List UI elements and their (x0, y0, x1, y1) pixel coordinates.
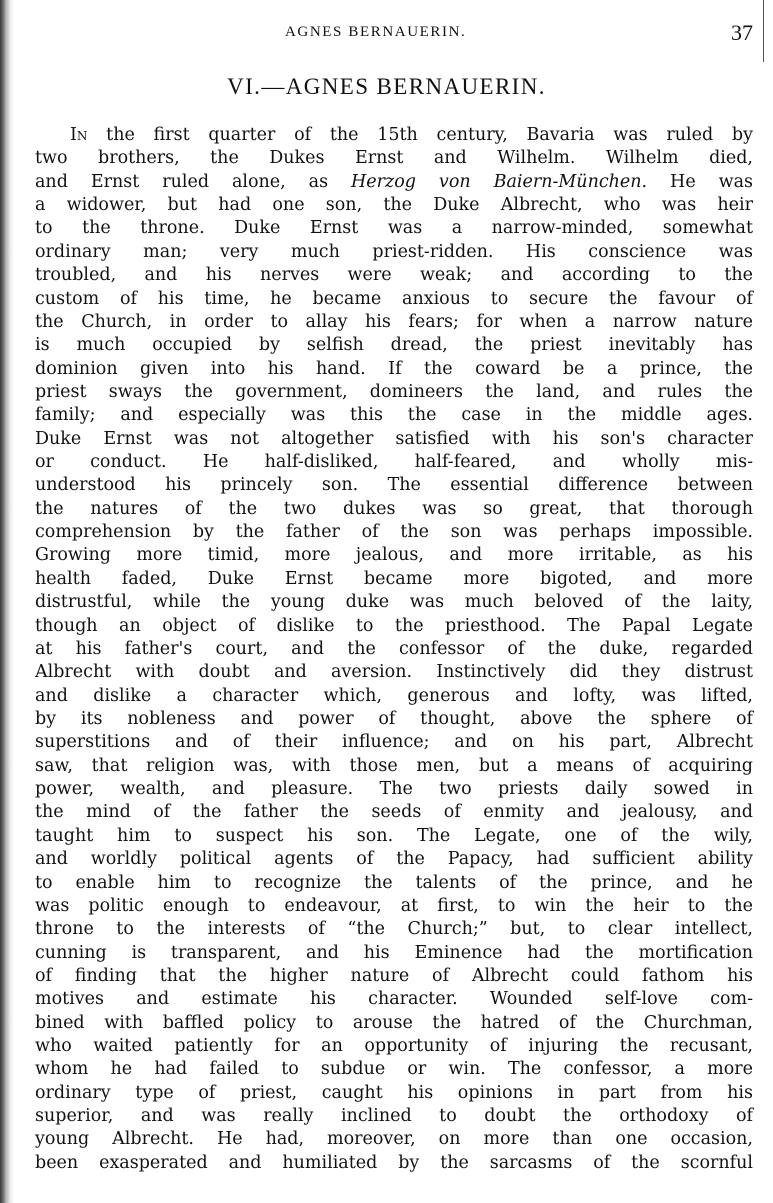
text-line: bined with baffled policy to arouse the hatred of the Churchman, (35, 1012, 753, 1033)
text-line: understood his princely son. The essential difference between (35, 475, 753, 496)
text-line: of finding that the higher nature of Albrecht could fathom his (35, 965, 753, 986)
binding-gutter (0, 0, 14, 1203)
text-line: the natures of the two dukes was so great, that thorough (35, 498, 753, 519)
italic-title: Herzog von Baiern-München. (351, 171, 648, 192)
text-line: is much occupied by selfish dread, the priest inevitably has (35, 335, 753, 356)
text-line: and dislike a character which, generous and lofty, was lifted, (35, 685, 753, 706)
opening-small-caps: In (70, 125, 88, 145)
text-line: superior, and was really inclined to doubt the orthodoxy of (35, 1106, 753, 1127)
text-line: taught him to suspect his son. The Legate, one of the wily, (35, 825, 753, 846)
text-line: Duke Ernst was not altogether satisfied with his son's character (35, 428, 753, 449)
text-line: dominion given into his hand. If the coward be a prince, the (35, 358, 753, 379)
text-line: priest sways the government, domineers the land, and rules the (35, 381, 753, 402)
text-line: motives and estimate his character. Wounded self-love com- (35, 989, 753, 1010)
text-line: superstitions and of their influence; and on his part, Albrecht (35, 732, 753, 753)
text-line: the mind of the father the seeds of enmity and jealousy, and (35, 802, 753, 823)
text-line: comprehension by the father of the son was perhaps impossible. (35, 522, 753, 543)
text-line: cunning is transparent, and his Eminence had the mortification (35, 942, 753, 963)
text-line: two brothers, the Dukes Ernst and Wilhelm. Wilhelm died, (35, 148, 753, 169)
text-line: whom he had failed to subdue or win. The confessor, a more (35, 1059, 753, 1080)
text-line: the Church, in order to allay his fears; for when a narrow nature (35, 311, 753, 332)
page-number: 37 (731, 20, 753, 45)
text-line: ordinary man; very much priest-ridden. His conscience was (35, 241, 753, 262)
text-line: to the throne. Duke Ernst was a narrow-minded, somewhat (35, 218, 753, 239)
margin-rule (763, 0, 764, 62)
text-line: was politic enough to endeavour, at first, to win the heir to the (35, 895, 753, 916)
text-line: Growing more timid, more jealous, and more irritable, as his (35, 545, 753, 566)
body-paragraph (35, 124, 753, 1175)
text-line: Albrecht with doubt and aversion. Instinctively did they distrust (35, 662, 753, 683)
text-line-segment: He was (647, 171, 754, 192)
text-line: In the first quarter of the 15th century, Bavaria was ruled by (70, 125, 753, 145)
text-line: been exasperated and humiliated by the sarcasms of the scornful (35, 1152, 753, 1173)
text-line: ordinary type of priest, caught his opinions in part from his (35, 1082, 753, 1103)
text-line: troubled, and his nerves were weak; and according to the (35, 265, 753, 286)
running-head: AGNES BERNAUERIN. (285, 24, 467, 40)
text-line: power, wealth, and pleasure. The two priests daily sowed in (35, 779, 753, 800)
text-line: saw, that religion was, with those men, but a means of acquiring (35, 755, 753, 776)
text-line: family; and especially was this the case in the middle ages. (35, 405, 753, 426)
text-line: to enable him to recognize the talents of the prince, and he (35, 872, 753, 893)
text-line-segment: and Ernst ruled alone, as (35, 171, 352, 192)
text-line: a widower, but had one son, the Duke Albrecht, who was heir (35, 195, 753, 216)
text-line: custom of his time, he became anxious to secure the favour of (35, 288, 753, 309)
text-line: throne to the interests of “the Church;” but, to clear intellect, (35, 919, 753, 940)
text-line: young Albrecht. He had, moreover, on more than one occasion, (35, 1129, 753, 1150)
text-line: though an object of dislike to the priesthood. The Papal Legate (35, 615, 753, 636)
text-line: distrustful, while the young duke was much beloved of the laity, (35, 592, 753, 613)
text-line: or conduct. He half-disliked, half-feared, and wholly mis- (35, 452, 753, 473)
text-line-with-italic (35, 171, 753, 194)
chapter-title: VI.—AGNES BERNAUERIN. (227, 74, 546, 99)
text-line: who waited patiently for an opportunity of injuring the recusant, (35, 1036, 753, 1057)
text-line: by its nobleness and power of thought, above the sphere of (35, 708, 753, 729)
text-line: and worldly political agents of the Papacy, had sufficient ability (35, 849, 753, 870)
text-line: health faded, Duke Ernst became more bigoted, and more (35, 568, 753, 589)
text-line: at his father's court, and the confessor of the duke, regarded (35, 638, 753, 659)
